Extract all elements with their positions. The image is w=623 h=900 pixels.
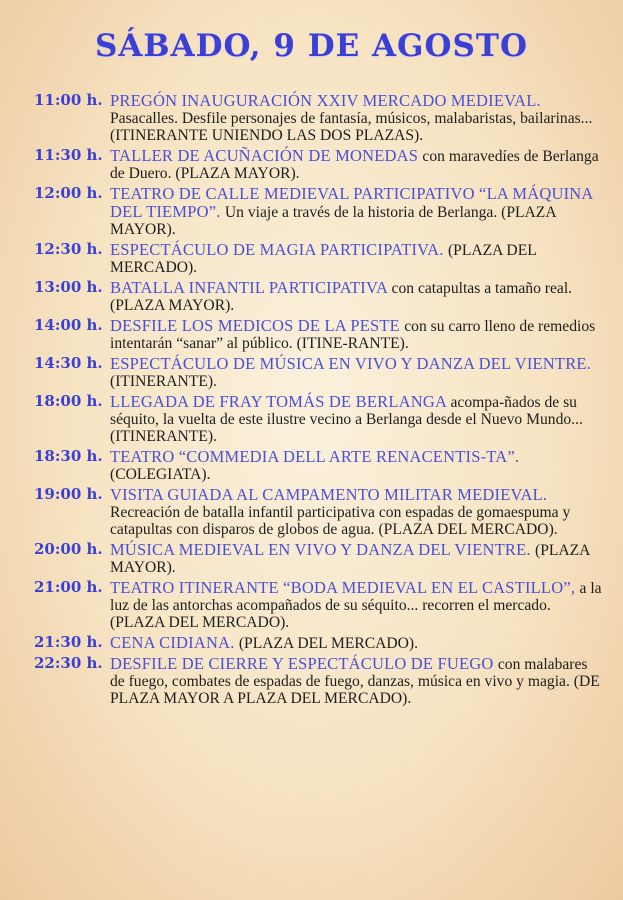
event-time: 13:00 h. xyxy=(34,278,103,296)
event-details: a la luz de las antorchas acompañados de su séquito... recorren el mercado. (PLAZA DEL MERCADO). xyxy=(110,580,602,631)
event-details: (COLEGIATA). xyxy=(110,466,211,483)
event-details: (PLAZA DEL MERCADO). xyxy=(110,242,537,276)
event-headline: BATALLA INFANTIL PARTICIPATIVA xyxy=(110,278,392,297)
event-headline: TEATRO “COMMEDIA DELL ARTE RENACENTIS-TA”. xyxy=(110,447,520,466)
event-details: con su carro lleno de remedios intentarán “sanar” al público. (ITINE-RANTE). xyxy=(110,318,596,352)
event-time: 19:00 h. xyxy=(34,485,103,503)
event-headline: ESPECTÁCULO DE MÚSICA EN VIVO Y DANZA DEL VIENTRE. xyxy=(110,354,592,373)
event-headline: DESFILE LOS MEDICOS DE LA PESTE xyxy=(110,316,405,335)
schedule-entry xyxy=(34,185,606,238)
event-details: con catapultas a tamaño real. (PLAZA MAYOR). xyxy=(110,280,573,314)
event-headline: VISITA GUIADA AL CAMPAMENTO MILITAR MEDIEVAL. xyxy=(110,485,548,504)
event-details: Pasacalles. Desfile personajes de fantasía, músicos, malabaristas, bailarinas... (ITINERANTE UNIENDO LAS DOS PLAZAS). xyxy=(110,110,593,144)
event-details: (PLAZA MAYOR). xyxy=(110,542,590,576)
event-time: 11:30 h. xyxy=(34,146,103,164)
event-time: 14:30 h. xyxy=(34,354,103,372)
event-details: Recreación de batalla infantil participativa con espadas de gomaespuma y catapultas con disparos de globos de agua. (PLAZA DEL MERCADO). xyxy=(110,504,571,538)
schedule-entry xyxy=(34,579,606,631)
schedule-entry xyxy=(34,147,606,182)
event-details: (PLAZA DEL MERCADO). xyxy=(238,635,419,652)
page-title: SÁBADO, 9 DE AGOSTO xyxy=(94,28,528,64)
schedule-entry xyxy=(34,241,606,276)
event-time: 22:30 h. xyxy=(34,654,103,672)
event-headline: CENA CIDIANA. xyxy=(110,633,239,652)
event-time: 21:00 h. xyxy=(34,578,103,596)
event-headline: DESFILE DE CIERRE Y ESPECTÁCULO DE FUEGO xyxy=(110,654,498,673)
schedule-entry xyxy=(34,393,606,445)
event-schedule xyxy=(34,92,606,710)
event-headline: ESPECTÁCULO DE MAGIA PARTICIPATIVA. xyxy=(110,240,448,259)
event-details: Un viaje a través de la historia de Berlanga. (PLAZA MAYOR). xyxy=(110,204,556,238)
schedule-entry xyxy=(34,541,606,576)
event-headline: LLEGADA DE FRAY TOMÁS DE BERLANGA xyxy=(110,392,451,411)
schedule-entry xyxy=(34,92,606,144)
event-headline: TALLER DE ACUÑACIÓN DE MONEDAS xyxy=(110,146,423,165)
event-time: 20:00 h. xyxy=(34,540,103,558)
schedule-entry xyxy=(34,486,606,538)
event-time: 14:00 h. xyxy=(34,316,103,334)
schedule-entry xyxy=(34,317,606,352)
event-time: 18:30 h. xyxy=(34,447,103,465)
schedule-entry xyxy=(34,634,606,652)
event-time: 12:00 h. xyxy=(34,184,103,202)
event-time: 12:30 h. xyxy=(34,240,103,258)
schedule-entry xyxy=(34,448,606,483)
event-time: 21:30 h. xyxy=(34,633,103,651)
event-time: 18:00 h. xyxy=(34,392,103,410)
event-headline: PREGÓN INAUGURACIÓN XXIV MERCADO MEDIEVAL. xyxy=(110,91,541,110)
event-headline: TEATRO DE CALLE MEDIEVAL PARTICIPATIVO “LA MÁQUINA DEL TIEMPO”. xyxy=(110,184,593,221)
event-headline: MÚSICA MEDIEVAL EN VIVO Y DANZA DEL VIENTRE. xyxy=(110,540,535,559)
event-details: acompa-ñados de su séquito, la vuelta de este ilustre vecino a Berlanga desde el Nuevo Mundo... (ITINERANTE). xyxy=(110,394,583,445)
event-time: 11:00 h. xyxy=(34,91,103,109)
schedule-entry xyxy=(34,279,606,314)
schedule-entry xyxy=(34,655,606,707)
event-details: con maravedíes de Berlanga de Duero. (PLAZA MAYOR). xyxy=(110,148,599,182)
event-details: con malabares de fuego, combates de espadas de fuego, danzas, música en vivo y magia. (DE PLAZA MAYOR A PLAZA DEL MERCADO). xyxy=(110,656,600,707)
event-headline: TEATRO ITINERANTE “BODA MEDIEVAL EN EL CASTILLO”, xyxy=(110,578,580,597)
event-details: (ITINERANTE). xyxy=(110,373,217,390)
schedule-entry xyxy=(34,355,606,390)
